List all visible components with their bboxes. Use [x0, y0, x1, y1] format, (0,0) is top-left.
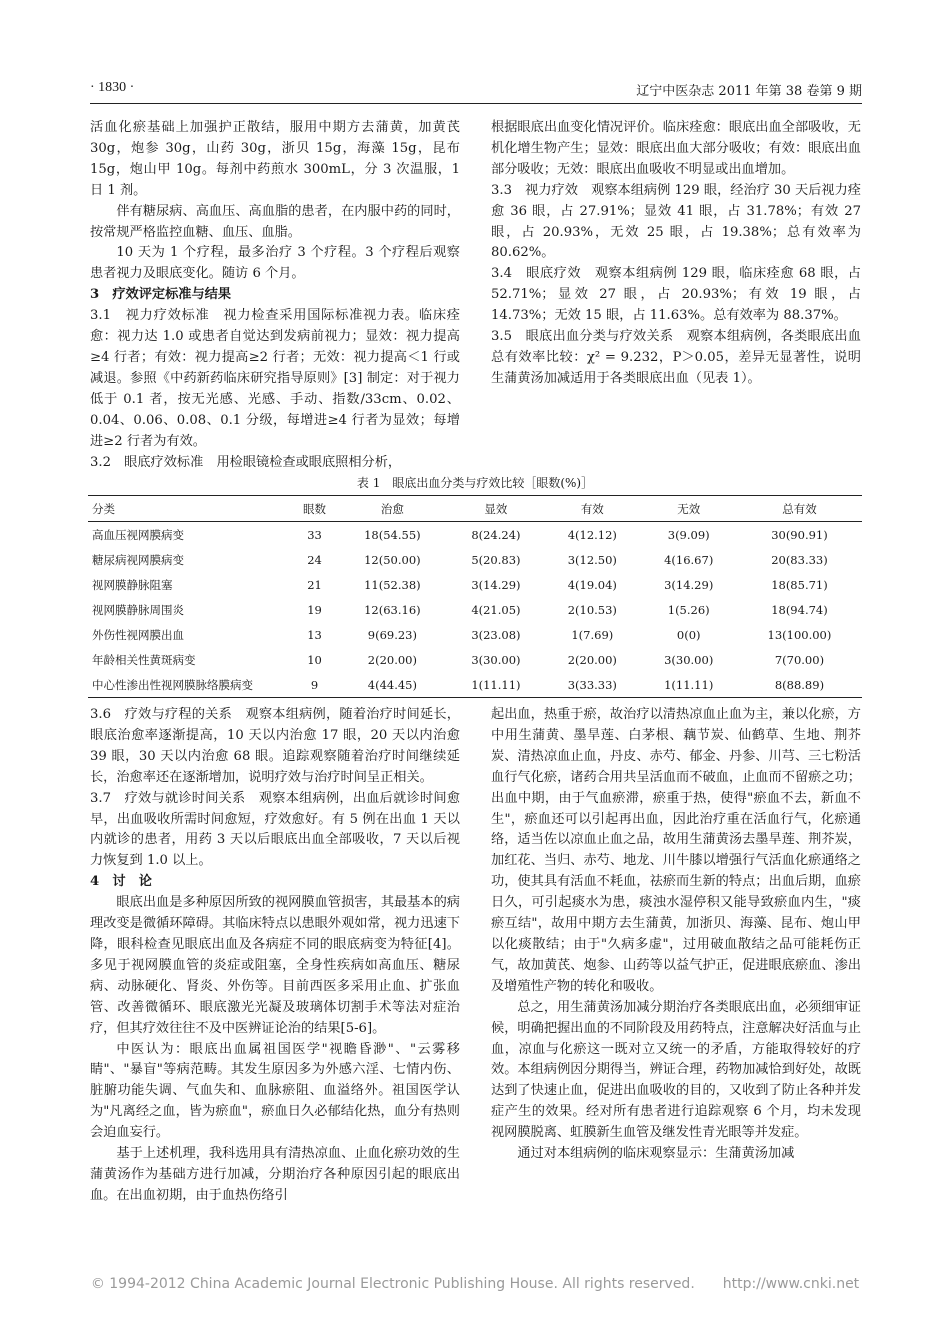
column-bottom-right [491, 705, 861, 1165]
paragraph: 中医认为：眼底出血属祖国医学"视瞻昏渺"、"云雾移睛"、"暴盲"等病范畴。其发生原因多为外感六淫、七情内伤、脏腑功能失调、气血失和、血脉瘀阻、血溢络外。祖国医学认为"凡离经之血，皆为瘀血"，瘀血日久必郁结化热，血分有热则会迫血妄行。 [90, 1041, 460, 1141]
table-row [88, 522, 862, 548]
copyright-footer: © 1994-2012 China Academic Journal Electronic Publishing House. All rights reserved. http://www.cnki.net [90, 1276, 860, 1292]
paragraph: 眼底出血是多种原因所致的视网膜血管损害，其最基本的病理改变是微循环障碍。其临床特点以患眼外观如常，视力迅速下降，眼科检查见眼底出血及各病症不同的眼底病变为特征[4]。多见于视网膜血管的炎症或阻塞，全身性疾病如高血压、糖尿病、动脉硬化、肾炎、外伤等。目前西医多采用止血、扩张血管、改善微循环、眼底激光光凝及玻璃体切割手术等法对症治疗，但其疗效往往不及中医辨证论治的结果[5-6]。 [90, 895, 460, 1036]
table-header-cell: 无效 [677, 501, 701, 516]
table-cell: 2(20.00) [567, 652, 617, 667]
table-cell: 1(11.11) [471, 677, 521, 692]
table-header-cell: 治愈 [380, 501, 404, 516]
table-cell: 1(11.11) [664, 677, 714, 692]
table-row [88, 572, 862, 597]
table-cell: 1(5.26) [667, 602, 710, 617]
section-heading: 4 讨 论 [90, 874, 152, 890]
table-cell: 24 [307, 552, 322, 567]
table-cell: 4(19.04) [567, 577, 617, 592]
table-cell: 18(85.71) [771, 577, 828, 592]
table-cell: 1(7.69) [571, 627, 614, 642]
table-header-cell: 分类 [92, 501, 115, 516]
page-number: · 1830 · [90, 80, 135, 95]
paragraph: 3.2 眼底疗效标准 用检眼镜检查或眼底照相分析， [90, 454, 402, 470]
table-cell: 12(63.16) [364, 602, 421, 617]
table-row [88, 597, 862, 622]
table-row [88, 547, 862, 572]
table-body [88, 522, 862, 698]
table-cell: 3(33.33) [567, 677, 617, 692]
row-category: 中心性渗出性视网膜脉络膜病变 [92, 677, 253, 692]
table-cell: 5(20.83) [471, 552, 521, 567]
table-header-cell: 总有效 [782, 501, 817, 516]
table-cell: 4(12.12) [567, 527, 617, 542]
paragraph: 通过对本组病例的临床观察显示：生蒲黄汤加减 [517, 1146, 795, 1162]
table-cell: 3(12.50) [567, 552, 617, 567]
paragraph: 3.5 眼底出血分类与疗效关系 观察本组病例，各类眼底出血总有效率比较：χ² = 9.232，P＞0.05，差异无显著性，说明生蒲黄汤加减适用于各类眼底出血（见表 1）。 [491, 329, 861, 386]
paragraph: 3.7 疗效与就诊时间关系 观察本组病例，出血后就诊时间愈早，出血吸收所需时间愈短，疗效愈好。有 5 例在出血 1 天以内就诊的患者，用药 3 天以后眼底出血全部吸收，7 天以后视力恢复到 1.0 以上。 [90, 790, 460, 869]
table-cell: 7(70.00) [774, 652, 825, 667]
table-cell: 11(52.38) [364, 577, 421, 592]
table-cell: 3(23.08) [471, 627, 521, 642]
table-cell: 13 [307, 627, 322, 642]
paragraph: 伴有糖尿病、高血压、高血脂的患者，在内服中药的同时，按常规严格监控血糖、血压、血脂。 [90, 203, 460, 240]
column-top-left [90, 118, 460, 473]
table-cell: 18(54.55) [364, 527, 421, 542]
paragraph: 3.4 眼底疗效 观察本组病例 129 眼，临床痊愈 68 眼，占 52.71%；显效 27 眼，占 20.93%；有效 19 眼，占 14.73%；无效 15 眼，占 11.63%。总有效率为 88.37%。 [491, 266, 861, 324]
table-cell: 8(88.89) [774, 677, 825, 692]
table-header-row [88, 496, 862, 522]
table-cell: 3(30.00) [471, 652, 521, 667]
paragraph: 3.3 视力疗效 观察本组病例 129 眼，经治疗 30 天后视力痊愈 36 眼，占 27.91%；显效 41 眼，占 31.78%；有效 27 眼，占 20.93%，无效 25 眼，占 19.38%；总有效率为 80.62%。 [491, 182, 861, 261]
page-header [90, 80, 862, 102]
paragraph: 基于上述机理，我科选用具有清热凉血、止血化瘀功效的生蒲黄汤作为基础方进行加减，分期治疗各种原因引起的眼底出血。在出血初期，由于血热伤络引 [90, 1146, 460, 1203]
table-cell: 4(44.45) [367, 677, 417, 692]
table-cell: 4(21.05) [471, 602, 521, 617]
table-cell: 8(24.24) [471, 527, 521, 542]
journal-issue: 辽宁中医杂志 2011 年第 38 卷第 9 期 [636, 84, 862, 99]
table-cell: 10 [307, 652, 322, 667]
table-header-cell: 眼数 [303, 501, 327, 516]
paragraph: 3.6 疗效与疗程的关系 观察本组病例，随着治疗时间延长，眼底治愈率逐渐提高，10 天以内治愈 17 眼，20 天以内治愈 39 眼，30 天以内治愈 68 眼。追踪观察随着治疗时间继续延长，治愈率还在逐渐增加，说明疗效与治疗时间呈正相关。 [90, 707, 460, 785]
row-category: 年龄相关性黄斑病变 [92, 652, 196, 667]
paragraph: 总之，用生蒲黄汤加减分期治疗各类眼底出血，必须细审证候，明确把握出血的不同阶段及用药特点，注意解决好活血与止血，凉血与化瘀这一既对立又统一的矛盾，方能取得较好的疗效。本组病例因分期得当，辨证合理，药物加减恰到好处，故既达到了快速止血，促进出血吸收的目的，又收到了防止各种并发症产生的效果。经对所有患者进行追踪观察 6 个月，均未发现视网膜脱离、虹膜新生血管及继发性青光眼等并发症。 [491, 999, 861, 1141]
table-header-cell: 显效 [484, 501, 508, 516]
paragraph: 根据眼底出血变化情况评价。临床痊愈：眼底出血全部吸收，无机化增生物产生；显效：眼底出血大部分吸收；有效：眼底出血部分吸收；无效：眼底出血吸收不明显或出血增加。 [491, 120, 861, 177]
row-category: 高血压视网膜病变 [92, 527, 184, 542]
table-header-cell: 有效 [580, 501, 604, 516]
row-category: 外伤性视网膜出血 [92, 627, 184, 642]
table-cell: 0(0) [676, 627, 701, 642]
column-top-right [491, 118, 861, 390]
table-cell: 9(69.23) [367, 627, 417, 642]
table-cell: 3(30.00) [664, 652, 714, 667]
result-table [88, 495, 862, 698]
table-cell: 2(20.00) [367, 652, 417, 667]
table-cell: 19 [307, 602, 322, 617]
table-cell: 18(94.74) [771, 602, 828, 617]
table-row [88, 647, 862, 672]
section-heading: 3 疗效评定标准与结果 [90, 287, 232, 303]
table-cell: 13(100.00) [767, 627, 832, 642]
paragraph: 活血化瘀基础上加强护正散结，服用中期方去蒲黄，加黄芪 30g，炮参 30g，山药 30g，浙贝 15g，海藻 15g，昆布 15g，炮山甲 10g。每剂中药煎水 300mL，分 3 次温服，1 日 1 剂。 [90, 120, 460, 198]
row-category: 视网膜静脉周围炎 [92, 602, 184, 617]
table-cell: 21 [307, 577, 322, 592]
paragraph: 10 天为 1 个疗程，最多治疗 3 个疗程。3 个疗程后观察患者视力及眼底变化。随访 6 个月。 [90, 245, 460, 282]
header-rule [90, 103, 862, 104]
table-row [88, 672, 862, 698]
row-category: 视网膜静脉阻塞 [92, 577, 173, 592]
table-cell: 4(16.67) [664, 552, 714, 567]
table-cell: 30(90.91) [771, 527, 828, 542]
table-cell: 2(10.53) [567, 602, 617, 617]
table-cell: 3(9.09) [667, 527, 710, 542]
table-cell: 9 [310, 677, 319, 692]
table-cell: 12(50.00) [364, 552, 421, 567]
paragraph: 起出血，热重于瘀，故治疗以清热凉血止血为主，兼以化瘀，方中用生蒲黄、墨旱莲、白茅根、藕节炭、仙鹤草、生地、荆芥炭、清热凉血止血，丹皮、赤芍、郁金、丹参、川芎、三七粉活血行气化瘀，诸药合用共呈活血而不破血，止血而不留瘀之功；出血中期，由于气血瘀滞，瘀重于热，使得"瘀血不去，新血不生"，瘀血还可以引起再出血，因此治疗重在活血行气，化瘀通络，适当佐以凉血止血之品，故用生蒲黄汤去墨旱莲、荆芥炭，加红花、当归、赤芍、地龙、川牛膝以增强行气活血化瘀通络之功，使其具有活血不耗血，祛瘀而生新的特点；出血后期，血瘀日久，可引起痰水为患，痰浊水湿停积又能导致瘀血内生，"痰瘀互结"，故用中期方去生蒲黄，加浙贝、海藻、昆布、炮山甲以化痰散结；由于"久病多虚"，过用破血散结之品可能耗伤正气，故加黄芪、炮参、山药等以益气护正，促进眼底瘀血、渗出及增殖性产物的转化和吸收。 [491, 707, 861, 994]
table-cell: 3(14.29) [471, 577, 521, 592]
table-1 [88, 474, 862, 698]
table-cell: 3(14.29) [664, 577, 714, 592]
table-caption: 表 1 眼底出血分类与疗效比较［眼数(%)］ [356, 476, 594, 490]
row-category: 糖尿病视网膜病变 [92, 552, 184, 567]
paragraph: 3.1 视力疗效标准 视力检查采用国际标准视力表。临床痊愈：视力达 1.0 或患者自觉达到发病前视力；显效：视力提高≥4 行者；有效：视力提高≥2 行者；无效：视力提高＜1 行或减退。参照《中药新药临床研究指导原则》[3] 制定：对于视力低于 0.1 者，按无光感、光感、手动、指数/33cm、0.02、0.04、0.06、0.08、0.1 分级，每增进≥4 行者为显效；每增进≥2 行者为有效。 [90, 308, 460, 449]
table-row [88, 622, 862, 647]
column-bottom-left [90, 705, 460, 1207]
table-cell: 33 [307, 527, 322, 542]
table-cell: 20(83.33) [771, 552, 828, 567]
